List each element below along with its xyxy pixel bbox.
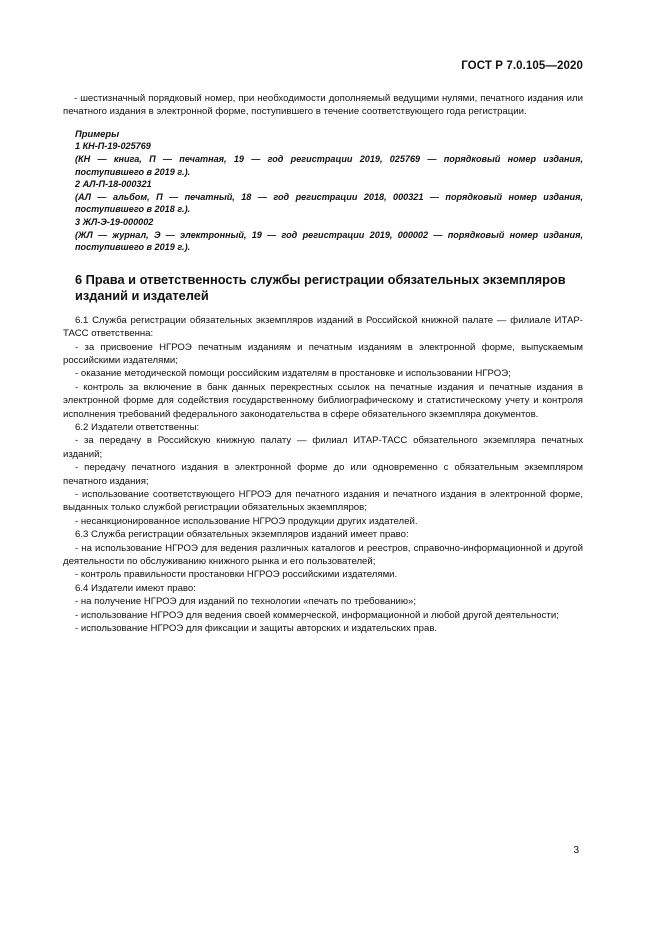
- list-item: - контроль за включение в банк данных перекрестных ссылок на печатные издания и печатные издания в электронной форме для содействия государственному библиографическому и статистическому учету и контроля исполнения требований федерального законодательства в сфере обязательного экземпляра документов.: [63, 381, 583, 420]
- example-code-2: 2 АЛ-П-18-000321: [75, 179, 152, 190]
- document-standard-header: ГОСТ Р 7.0.105—2020: [461, 60, 583, 72]
- list-item: - использование НГРОЭ для ведения своей коммерческой, информационной и любой другой деятельности;: [75, 609, 559, 621]
- list-item: - несанкционированное использование НГРОЭ продукции других издателей.: [75, 515, 418, 527]
- example-desc-1: (КН — книга, П — печатная, 19 — год регистрации 2019, 025769 — порядковый номер издания, поступившего в 2019 г.).: [75, 154, 583, 177]
- list-item: - за присвоение НГРОЭ печатным изданиям и печатным изданиям в электронной форме, выпускаемым российскими издателями;: [63, 341, 583, 366]
- list-item: - на использование НГРОЭ для ведения различных каталогов и реестров, справочно-информационной и другой деятельности по обслуживанию книжного рынка и его пользователей;: [63, 542, 583, 568]
- examples-block: [63, 128, 583, 254]
- list-item: - за передачу в Российскую книжную палату — филиал ИТАР-ТАСС обязательного экземпляра печатных изданий;: [63, 435, 583, 460]
- paragraph-6-4: 6.4 Издатели имеют право:: [75, 582, 196, 594]
- intro-paragraph: - шестизначный порядковый номер, при необходимости дополняемый ведущими нулями, печатного издания или печатного издания в электронной форме, поступившего в течение соответствующего года регистрации.: [63, 93, 583, 118]
- example-code-3: 3 ЖЛ-Э-19-000002: [75, 216, 154, 227]
- examples-title: Примеры: [75, 127, 120, 139]
- document-body: [63, 92, 583, 636]
- paragraph-6-2: 6.2 Издатели ответственны:: [75, 422, 200, 433]
- paragraph-6-1: 6.1 Служба регистрации обязательных экземпляров изданий в Российской книжной палате — филиале ИТАР-ТАСС ответственна:: [63, 314, 583, 340]
- example-desc-2: (АЛ — альбом, П — печатный, 18 — год регистрации 2018, 000321 — порядковый номер издания, поступившего в 2018 г.).: [75, 191, 583, 215]
- example-code-1: 1 КН-П-19-025769: [75, 141, 151, 152]
- page-number: 3: [573, 845, 579, 856]
- paragraph-6-3: 6.3 Служба регистрации обязательных экземпляров изданий имеет право:: [75, 529, 409, 541]
- list-item: - оказание методической помощи российским издателям в простановке и использовании НГРОЭ;: [75, 368, 511, 380]
- section-title: 6 Права и ответственность службы регистрации обязательных экземпляров изданий и издателей: [75, 271, 566, 303]
- list-item: - на получение НГРОЭ для изданий по технологии «печать по требованию»;: [75, 596, 417, 608]
- list-item: - использование соответствующего НГРОЭ для печатного издания и печатного издания в электронной форме, выданных только службой регистрации обязательных экземпляров;: [63, 489, 583, 514]
- example-desc-3: (ЖЛ — журнал, Э — электронный, 19 — год регистрации 2019, 000002 — порядковый номер издания, поступившего в 2019 г.).: [75, 229, 583, 253]
- list-item: - контроль правильности простановки НГРОЭ российскими издателями.: [75, 569, 398, 581]
- list-item: - передачу печатного издания в электронной форме до или одновременно с обязательным экземпляром печатного издания;: [63, 462, 583, 487]
- list-item: - использование НГРОЭ для фиксации и защиты авторских и издательских прав.: [75, 623, 438, 635]
